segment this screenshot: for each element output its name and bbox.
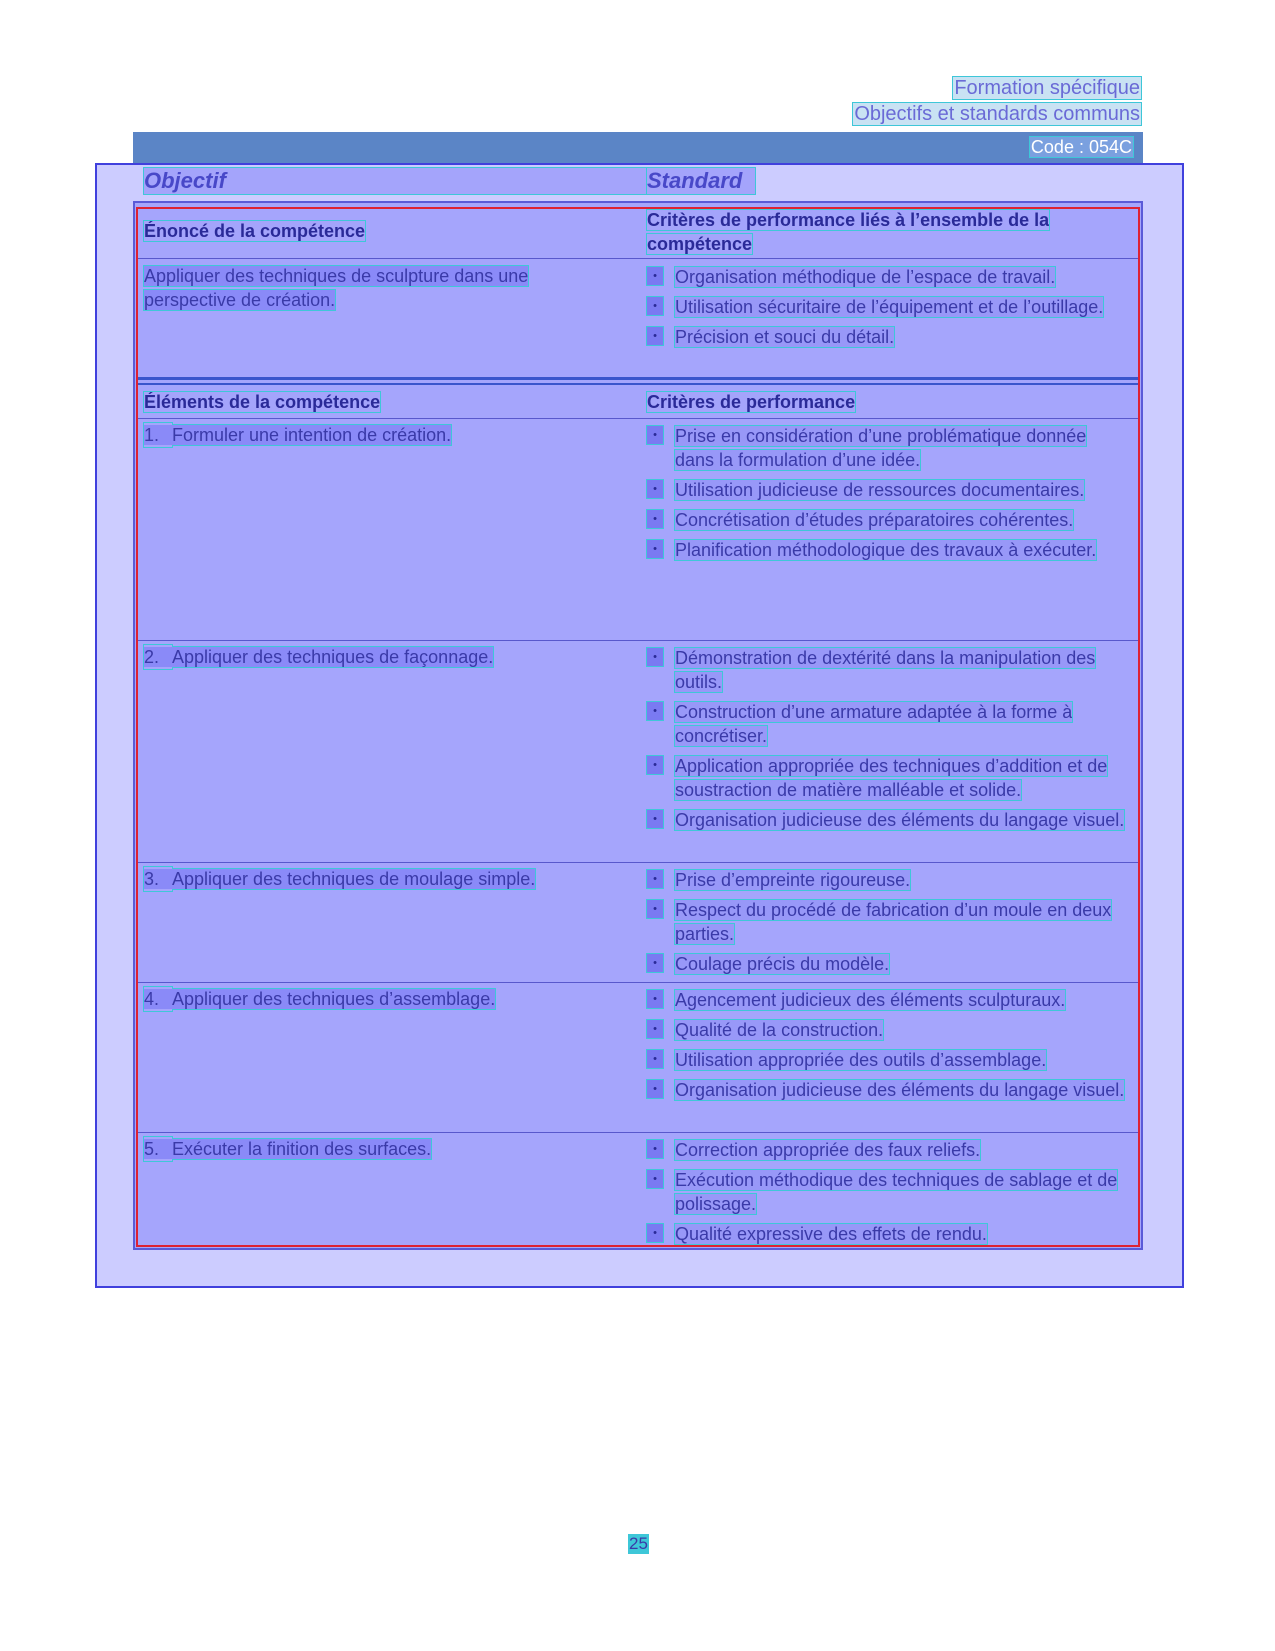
list-item: • Application appropriée des techniques d’addition et de soustraction de matière malléable et solide. — [647, 754, 1127, 802]
criteria-all-heading: Critères de performance liés à l’ensemble de la compétence — [647, 210, 1050, 254]
criteria-heading: Critères de performance — [647, 392, 856, 412]
bullet-icon: • — [647, 540, 663, 558]
bullet-icon: • — [647, 810, 663, 828]
list-item: • Prise d’empreinte rigoureuse. — [647, 868, 1127, 892]
criteria-list — [647, 868, 1127, 976]
list-item: • Construction d’une armature adaptée à la forme à concrétiser. — [647, 700, 1127, 748]
competence-body-row — [136, 259, 1140, 377]
list-item: • Qualité de la construction. — [647, 1018, 1127, 1042]
competence-criteria-list — [647, 265, 1127, 349]
bullet-icon: • — [647, 648, 663, 666]
elements-heading: Éléments de la compétence — [144, 392, 381, 412]
list-item: • Précision et souci du détail. — [647, 325, 1127, 349]
bullet-icon: • — [647, 267, 663, 285]
page-number: 25 — [629, 1534, 648, 1553]
standard-heading: Standard — [647, 168, 755, 194]
bullet-icon: • — [647, 510, 663, 528]
code-bar — [133, 132, 1143, 163]
element-label: 5. Exécuter la finition des surfaces. — [144, 1139, 432, 1159]
bullet-icon: • — [647, 297, 663, 315]
list-item: • Coulage précis du modèle. — [647, 952, 1127, 976]
criteria-list — [647, 988, 1127, 1102]
elements-header-row — [136, 385, 1140, 419]
element-row-1 — [136, 419, 1140, 641]
statement-heading: Énoncé de la compétence — [144, 221, 366, 241]
bullet-icon: • — [647, 1050, 663, 1068]
criteria-list — [647, 646, 1127, 832]
element-row-3 — [136, 863, 1140, 983]
bullet-icon: • — [647, 1020, 663, 1038]
element-row-4 — [136, 983, 1140, 1133]
list-item: • Organisation judicieuse des éléments du langage visuel. — [647, 808, 1127, 832]
list-item: • Correction appropriée des faux reliefs. — [647, 1138, 1127, 1162]
list-item: • Qualité expressive des effets de rendu. — [647, 1222, 1127, 1246]
bullet-icon: • — [647, 702, 663, 720]
list-item: • Concrétisation d’études préparatoires cohérentes. — [647, 508, 1127, 532]
bullet-icon: • — [647, 1224, 663, 1242]
bullet-icon: • — [647, 426, 663, 444]
element-label: 3. Appliquer des techniques de moulage simple. — [144, 869, 536, 889]
bullet-icon: • — [647, 870, 663, 888]
bullet-icon: • — [647, 1080, 663, 1098]
bullet-icon: • — [647, 900, 663, 918]
objective-heading: Objectif — [144, 168, 647, 194]
competence-statement: Appliquer des techniques de sculpture dans une perspective de création. — [144, 266, 529, 310]
table-separator — [136, 377, 1140, 385]
bullet-icon: • — [647, 1140, 663, 1158]
bullet-icon: • — [647, 480, 663, 498]
list-item: • Planification méthodologique des travaux à exécuter. — [647, 538, 1127, 562]
code-label: Code : 054C — [1030, 137, 1132, 157]
element-label: 1. Formuler une intention de création. — [144, 425, 452, 445]
bullet-icon: • — [647, 756, 663, 774]
element-row-5 — [136, 1133, 1140, 1245]
element-row-2 — [136, 641, 1140, 863]
list-item: • Utilisation judicieuse de ressources documentaires. — [647, 478, 1127, 502]
criteria-list — [647, 424, 1127, 562]
list-item: • Organisation judicieuse des éléments du langage visuel. — [647, 1078, 1127, 1102]
criteria-list — [647, 1138, 1127, 1246]
bullet-icon: • — [647, 954, 663, 972]
list-item: • Organisation méthodique de l’espace de travail. — [647, 265, 1127, 289]
element-label: 4. Appliquer des techniques d’assemblage. — [144, 989, 496, 1009]
list-item: • Démonstration de dextérité dans la manipulation des outils. — [647, 646, 1127, 694]
list-item: • Utilisation appropriée des outils d’assemblage. — [647, 1048, 1127, 1072]
list-item: • Agencement judicieux des éléments sculpturaux. — [647, 988, 1127, 1012]
header-objectives: Objectifs et standards communs — [854, 103, 1140, 125]
bullet-icon: • — [647, 990, 663, 1008]
bullet-icon: • — [647, 327, 663, 345]
list-item: • Respect du procédé de fabrication d’un moule en deux parties. — [647, 898, 1127, 946]
list-item: • Prise en considération d’une problématique donnée dans la formulation d’une idée. — [647, 424, 1127, 472]
element-label: 2. Appliquer des techniques de façonnage. — [144, 647, 494, 667]
list-item: • Utilisation sécuritaire de l’équipement et de l’outillage. — [647, 295, 1127, 319]
bullet-icon: • — [647, 1170, 663, 1188]
competence-header-row — [136, 207, 1140, 259]
header-formation: Formation spécifique — [954, 77, 1140, 99]
list-item: • Exécution méthodique des techniques de sablage et de polissage. — [647, 1168, 1127, 1216]
